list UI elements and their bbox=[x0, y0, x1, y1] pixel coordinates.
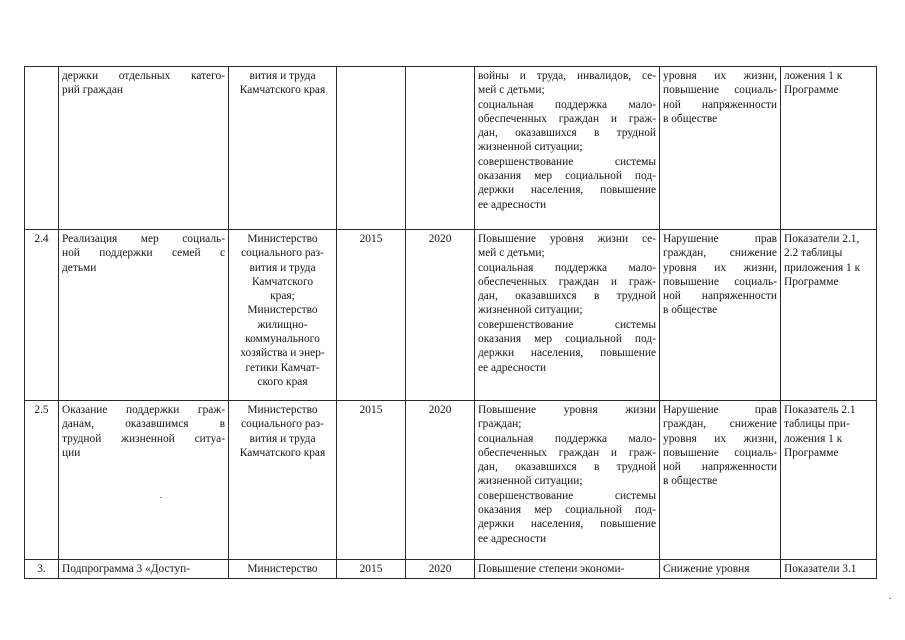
scan-speck bbox=[889, 598, 891, 599]
cell-line: в обществе bbox=[663, 475, 718, 488]
start-year-cell: 2015 bbox=[337, 230, 406, 401]
expected-result-cell bbox=[475, 560, 660, 579]
executor-cell bbox=[229, 67, 337, 230]
cell-line: социальная поддержка мало- bbox=[478, 98, 656, 111]
cell-line: Показатели 3.1 bbox=[784, 563, 857, 575]
cell-line: Нарушение прав bbox=[663, 233, 777, 245]
executor-cell bbox=[229, 230, 337, 401]
cell-line: приложения 1 к bbox=[784, 261, 861, 274]
table-row bbox=[25, 230, 877, 401]
cell-line: гетики Камчат- bbox=[245, 361, 320, 374]
table-row bbox=[25, 67, 877, 230]
cell-line: детьми bbox=[62, 261, 97, 274]
indicator-link-cell bbox=[781, 401, 877, 560]
cell-line: жилищно- bbox=[257, 318, 308, 331]
consequences-cell bbox=[660, 67, 781, 230]
consequences-cell bbox=[660, 560, 781, 579]
expected-result-cell bbox=[475, 401, 660, 560]
item-number-cell: 2.5 bbox=[25, 401, 59, 560]
cell-line: социального раз- bbox=[241, 418, 324, 431]
consequences-cell bbox=[660, 401, 781, 560]
cell-line: совершенствование системы bbox=[478, 155, 656, 168]
cell-line: Камчатского края bbox=[239, 84, 326, 97]
cell-line: таблицы при- bbox=[784, 418, 850, 431]
table-row bbox=[25, 401, 877, 560]
start-year-cell bbox=[337, 67, 406, 230]
cell-line: трудной жизненной ситуа- bbox=[62, 432, 225, 445]
cell-line: коммунального bbox=[245, 333, 320, 346]
cell-line: ложения 1 к bbox=[784, 70, 843, 82]
expected-result-cell bbox=[475, 67, 660, 230]
indicator-link-cell bbox=[781, 230, 877, 401]
cell-line: Реализация мер социаль- bbox=[62, 233, 225, 245]
cell-line: Министерство bbox=[247, 233, 318, 245]
cell-line: Министерство bbox=[247, 304, 318, 317]
cell-line: хозяйства и энер- bbox=[240, 347, 325, 360]
measure-name-cell bbox=[59, 401, 229, 560]
item-number-cell: 2.4 bbox=[25, 230, 59, 401]
cell-line: Министерство bbox=[247, 563, 318, 575]
cell-line: социальная поддержка мало- bbox=[478, 261, 656, 274]
cell-line: данам, оказавшимся в bbox=[62, 418, 225, 431]
measure-name-cell bbox=[59, 67, 229, 230]
cell-line: дан, оказавшихся в трудной bbox=[478, 127, 656, 140]
cell-line: оказания мер социальной под- bbox=[478, 170, 656, 183]
cell-line: обеспеченных граждан и граж- bbox=[478, 112, 656, 125]
cell-line: жизненной ситуации; bbox=[478, 475, 583, 488]
cell-line: Камчатского края bbox=[239, 446, 326, 459]
cell-line: уровня их жизни, bbox=[663, 261, 777, 274]
cell-line: Показатели 2.1, bbox=[784, 233, 860, 245]
cell-line: жизненной ситуации; bbox=[478, 304, 583, 317]
table-row bbox=[25, 560, 877, 579]
cell-line: ной напряженности bbox=[663, 98, 777, 111]
cell-line: ее адресности bbox=[478, 361, 547, 374]
cell-line: совершенствование системы bbox=[478, 318, 656, 331]
start-year-cell: 2015 bbox=[337, 560, 406, 579]
item-number-cell: 3. bbox=[25, 560, 59, 579]
item-number-cell bbox=[25, 67, 59, 230]
cell-line: держки отдельных катего- bbox=[62, 70, 225, 82]
cell-line: уровня их жизни, bbox=[663, 70, 777, 82]
cell-line: вития и труда bbox=[249, 261, 316, 274]
cell-line: рий граждан bbox=[62, 84, 123, 97]
cell-line: обеспеченных граждан и граж- bbox=[478, 446, 656, 459]
cell-line: ции bbox=[62, 446, 81, 459]
indicator-link-cell bbox=[781, 67, 877, 230]
cell-line: оказания мер социальной под- bbox=[478, 333, 656, 346]
cell-line: совершенствование системы bbox=[478, 489, 656, 502]
executor-cell bbox=[229, 401, 337, 560]
cell-line: граждан, снижение bbox=[663, 418, 777, 431]
cell-line: вития и труда bbox=[249, 70, 316, 82]
cell-line: Повышение уровня жизни се- bbox=[478, 233, 656, 245]
cell-line: Министерство bbox=[247, 404, 318, 416]
cell-line: Показатель 2.1 bbox=[784, 404, 856, 416]
cell-line: уровня их жизни, bbox=[663, 432, 777, 445]
cell-line: Повышение степени экономи- bbox=[478, 563, 625, 575]
cell-line: повышение социаль- bbox=[663, 84, 777, 97]
measure-name-cell bbox=[59, 230, 229, 401]
cell-line: Подпрограмма 3 «Доступ- bbox=[62, 563, 190, 575]
cell-line: в обществе bbox=[663, 112, 718, 125]
cell-line: социальная поддержка мало- bbox=[478, 432, 656, 445]
end-year-cell: 2020 bbox=[406, 230, 475, 401]
cell-line: держки населения, повышение bbox=[478, 347, 656, 360]
end-year-cell bbox=[406, 67, 475, 230]
cell-line: повышение социаль- bbox=[663, 446, 777, 459]
cell-line: оказания мер социальной под- bbox=[478, 504, 656, 517]
cell-line: Программе bbox=[784, 84, 839, 97]
cell-line: Программе bbox=[784, 446, 839, 459]
cell-line: вития и труда bbox=[249, 432, 316, 445]
cell-line: граждан; bbox=[478, 418, 522, 431]
cell-line: ского края bbox=[257, 375, 308, 388]
expected-result-cell bbox=[475, 230, 660, 401]
cell-line: ной поддержки семей с bbox=[62, 247, 225, 260]
cell-line: социального раз- bbox=[241, 247, 324, 260]
indicator-link-cell bbox=[781, 560, 877, 579]
cell-line: Оказание поддержки граж- bbox=[62, 404, 225, 416]
cell-line: держки населения, повышение bbox=[478, 184, 656, 197]
cell-line: Снижение уровня bbox=[663, 563, 750, 575]
cell-line: граждан, снижение bbox=[663, 247, 777, 260]
cell-line: края; bbox=[270, 290, 295, 303]
cell-line: Повышение уровня жизни bbox=[478, 404, 656, 416]
cell-line: Камчатского bbox=[251, 275, 314, 288]
cell-line: повышение социаль- bbox=[663, 275, 777, 288]
end-year-cell: 2020 bbox=[406, 401, 475, 560]
cell-line: мей с детьми; bbox=[478, 84, 545, 97]
cell-line: ложения 1 к bbox=[784, 432, 843, 445]
cell-line: обеспеченных граждан и граж- bbox=[478, 275, 656, 288]
cell-line: 2.2 таблицы bbox=[784, 247, 843, 260]
cell-line: в обществе bbox=[663, 304, 718, 317]
cell-line: дан, оказавшихся в трудной bbox=[478, 461, 656, 474]
cell-line: дан, оказавшихся в трудной bbox=[478, 290, 656, 303]
cell-line: ее адресности bbox=[478, 198, 547, 211]
executor-cell bbox=[229, 560, 337, 579]
program-measures-table bbox=[24, 66, 877, 579]
cell-line: ной напряженности bbox=[663, 461, 777, 474]
start-year-cell: 2015 bbox=[337, 401, 406, 560]
end-year-cell: 2020 bbox=[406, 560, 475, 579]
cell-line: ной напряженности bbox=[663, 290, 777, 303]
cell-line: Нарушение прав bbox=[663, 404, 777, 416]
cell-line: ее адресности bbox=[478, 532, 547, 545]
scan-speck bbox=[160, 497, 162, 498]
measure-name-cell bbox=[59, 560, 229, 579]
cell-line: держки населения, повышение bbox=[478, 518, 656, 531]
cell-line: мей с детьми; bbox=[478, 247, 545, 260]
cell-line: войны и труда, инвалидов, се- bbox=[478, 70, 656, 82]
cell-line: жизненной ситуации; bbox=[478, 141, 583, 154]
consequences-cell bbox=[660, 230, 781, 401]
cell-line: Программе bbox=[784, 275, 839, 288]
